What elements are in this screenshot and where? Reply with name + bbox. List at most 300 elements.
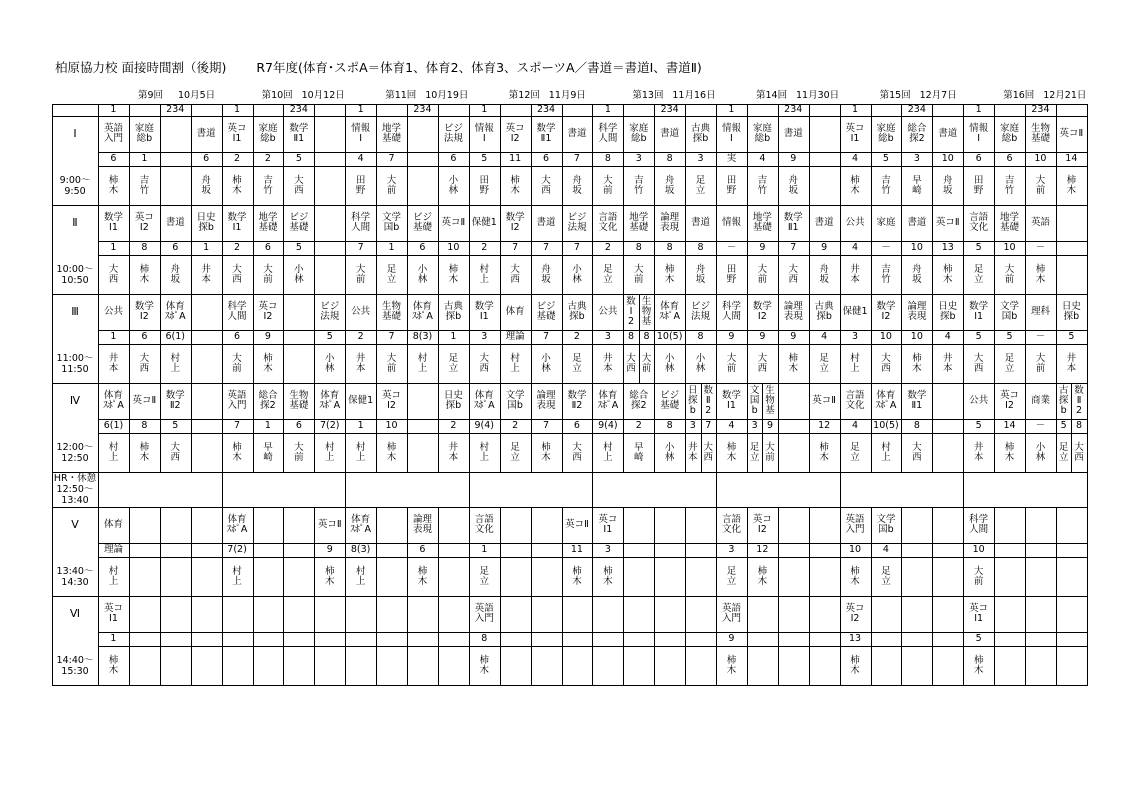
subject-cell bbox=[345, 596, 376, 632]
teacher-cell: 大 前 bbox=[757, 263, 768, 285]
teacher-cell: 大 前 bbox=[355, 263, 366, 285]
room-cell bbox=[191, 330, 222, 344]
teacher-cell: 柿 木 bbox=[757, 565, 768, 587]
room-cell: 3 bbox=[481, 331, 488, 342]
teacher-cell: 井 本 bbox=[942, 352, 953, 374]
subject-cell: 地学 基礎 bbox=[752, 212, 772, 233]
grid-line bbox=[160, 104, 161, 116]
subject-cell: 数 Ⅱ 2 bbox=[703, 385, 714, 416]
subject-cell: 総合 探2 bbox=[907, 123, 927, 144]
grid-line bbox=[623, 294, 624, 383]
grid-line bbox=[901, 294, 902, 383]
grid-line bbox=[345, 383, 346, 472]
teacher-cell bbox=[345, 646, 376, 685]
grid-line bbox=[283, 596, 284, 685]
grid-line bbox=[407, 294, 408, 383]
subject-cell bbox=[1025, 507, 1056, 543]
room-cell: 2 bbox=[573, 331, 580, 342]
grid-line bbox=[562, 507, 563, 596]
room-cell: 実 bbox=[726, 153, 737, 164]
grid-line bbox=[809, 507, 810, 596]
grid-line bbox=[639, 330, 640, 344]
teacher-cell: 大 前 bbox=[263, 263, 273, 285]
grid-line bbox=[129, 294, 130, 383]
subject-cell: 言語 文化 bbox=[845, 390, 865, 411]
period-label: Ⅱ bbox=[72, 216, 78, 229]
room-cell bbox=[314, 632, 345, 646]
teacher-cell: 小 林 bbox=[664, 441, 675, 463]
subject-cell: 数学 Ⅰ2 bbox=[876, 301, 896, 322]
teacher-cell: 柿 木 bbox=[448, 263, 459, 285]
grid-line bbox=[809, 205, 810, 294]
teacher-cell: 柿 木 bbox=[572, 565, 582, 587]
teacher-cell: 大 西 bbox=[541, 174, 551, 196]
room-cell: 9 bbox=[821, 242, 828, 253]
group-header-234: 234 bbox=[413, 104, 432, 115]
teacher-cell bbox=[932, 646, 963, 685]
grid-line bbox=[1056, 294, 1057, 383]
grid-line bbox=[809, 104, 810, 116]
room-cell: 7 bbox=[234, 420, 241, 431]
teacher-cell: 舟 坂 bbox=[819, 263, 829, 285]
room-cell: 8 bbox=[141, 420, 148, 431]
room-cell: 2 bbox=[512, 420, 519, 431]
room-cell: 2 bbox=[604, 242, 611, 253]
grid-line bbox=[840, 507, 841, 596]
school-title: 柏原協力校 面接時間割（後期) bbox=[55, 60, 227, 75]
grid-line bbox=[1056, 383, 1057, 472]
room-cell: 6 bbox=[975, 153, 982, 164]
grid-line bbox=[376, 116, 377, 205]
teacher-cell: 小 林 bbox=[448, 174, 459, 196]
grid-line bbox=[932, 507, 933, 596]
room-cell bbox=[283, 543, 314, 557]
room-cell bbox=[531, 543, 562, 557]
teacher-cell: 小 林 bbox=[1035, 441, 1046, 463]
teacher-cell: 舟 坂 bbox=[170, 263, 180, 285]
grid-line bbox=[500, 507, 501, 596]
teacher-cell bbox=[1025, 557, 1056, 596]
group-header-1: 1 bbox=[481, 104, 488, 115]
teacher-cell: 柿 木 bbox=[479, 654, 489, 676]
subject-cell: 地学 基礎 bbox=[629, 212, 649, 233]
grid-line bbox=[531, 596, 532, 685]
teacher-cell bbox=[592, 646, 623, 685]
subject-cell: 家庭 bbox=[876, 217, 896, 228]
room-cell bbox=[376, 632, 407, 646]
teacher-cell bbox=[932, 557, 963, 596]
teacher-cell: 井 本 bbox=[448, 441, 459, 463]
room-cell: 8 bbox=[1076, 420, 1083, 431]
subject-cell bbox=[778, 383, 809, 419]
teacher-cell bbox=[191, 557, 222, 596]
grid-line bbox=[871, 116, 872, 205]
subject-cell: 英コⅡ bbox=[935, 217, 960, 228]
teacher-cell bbox=[994, 646, 1025, 685]
grid-line bbox=[716, 205, 717, 294]
subject-cell bbox=[222, 596, 253, 632]
subject-cell: 家庭 総b bbox=[134, 123, 154, 144]
teacher-cell: 吉 竹 bbox=[881, 174, 891, 196]
grid-line bbox=[407, 507, 408, 596]
room-cell: 4 bbox=[852, 420, 859, 431]
subject-cell: 保健1 bbox=[842, 306, 868, 317]
grid-line bbox=[129, 205, 130, 294]
teacher-cell bbox=[1056, 255, 1087, 294]
teacher-cell bbox=[407, 646, 438, 685]
teacher-cell: 田 野 bbox=[726, 174, 737, 196]
grid-line bbox=[1087, 383, 1088, 472]
grid-line bbox=[701, 383, 702, 419]
room-cell: 理論 bbox=[505, 331, 525, 342]
room-cell: 6 bbox=[450, 153, 457, 164]
grid-line bbox=[623, 507, 624, 596]
grid-line bbox=[592, 383, 593, 472]
grid-line bbox=[623, 116, 624, 205]
subject-cell: ビジ 基礎 bbox=[660, 390, 680, 411]
grid-line bbox=[345, 507, 346, 596]
grid-line bbox=[747, 116, 748, 205]
teacher-cell: 村 上 bbox=[417, 352, 428, 374]
teacher-cell: 村 上 bbox=[479, 263, 489, 285]
room-cell: 10 bbox=[910, 242, 923, 253]
room-cell: 3 bbox=[604, 544, 611, 555]
grid-line bbox=[160, 116, 161, 205]
subject-cell bbox=[438, 507, 469, 543]
grid-line bbox=[222, 596, 223, 685]
grid-line bbox=[592, 507, 593, 596]
room-cell bbox=[654, 543, 685, 557]
room-cell: 10(5) bbox=[656, 331, 683, 342]
teacher-cell: 大 前 bbox=[641, 352, 652, 374]
teacher-cell bbox=[500, 557, 531, 596]
room-cell: 8(3) bbox=[350, 544, 371, 555]
subject-cell: 英コ Ⅰ2 bbox=[505, 123, 525, 144]
teacher-cell: 柿 木 bbox=[942, 263, 953, 285]
subject-cell: 言語 文化 bbox=[969, 212, 989, 233]
subject-cell bbox=[283, 596, 314, 632]
group-header-1: 1 bbox=[728, 104, 735, 115]
grid-line bbox=[376, 104, 377, 116]
room-cell bbox=[1025, 543, 1056, 557]
subject-cell: 体育 ｽﾎﾟA bbox=[103, 390, 124, 411]
subject-cell: 英コ Ⅰ1 bbox=[227, 123, 247, 144]
grid-line bbox=[500, 383, 501, 472]
teacher-cell bbox=[314, 166, 345, 205]
subject-cell: 英コⅡ bbox=[1059, 128, 1084, 139]
teacher-cell bbox=[191, 344, 222, 383]
subject-cell: 言語 文化 bbox=[721, 514, 741, 535]
teacher-cell: 吉 竹 bbox=[139, 174, 150, 196]
teacher-cell bbox=[160, 166, 191, 205]
room-cell: － bbox=[726, 242, 737, 253]
grid-line bbox=[407, 205, 408, 294]
subject-cell: 書道 bbox=[938, 128, 958, 139]
room-cell: 1 bbox=[388, 242, 395, 253]
grid-line bbox=[52, 472, 1088, 473]
subject-cell: 保健1 bbox=[471, 217, 497, 228]
grid-line bbox=[1087, 104, 1088, 116]
grid-line bbox=[639, 344, 640, 383]
subject-cell: 家庭 総b bbox=[629, 123, 649, 144]
grid-line bbox=[685, 116, 686, 205]
period-time: 11:00～ 11:50 bbox=[56, 352, 94, 375]
room-cell bbox=[283, 632, 314, 646]
grid-line bbox=[531, 205, 532, 294]
subject-cell: 言語 文化 bbox=[598, 212, 618, 233]
teacher-cell: 柿 木 bbox=[912, 352, 922, 374]
teacher-cell: 柿 木 bbox=[819, 441, 829, 463]
grid-line bbox=[98, 104, 99, 116]
teacher-cell: 大 西 bbox=[108, 263, 119, 285]
room-cell bbox=[376, 543, 407, 557]
room-cell: 7 bbox=[512, 242, 519, 253]
subject-cell bbox=[160, 596, 191, 632]
room-cell: 1 bbox=[110, 331, 117, 342]
grid-line bbox=[901, 116, 902, 205]
room-cell bbox=[407, 152, 438, 166]
teacher-cell bbox=[407, 166, 438, 205]
room-cell: － bbox=[1035, 331, 1046, 342]
teacher-cell bbox=[283, 646, 314, 685]
room-cell bbox=[932, 632, 963, 646]
room-cell: 1 bbox=[141, 153, 148, 164]
grid-line bbox=[283, 294, 284, 383]
teacher-cell: 足 立 bbox=[1058, 441, 1069, 463]
subject-cell: 家庭 総b bbox=[876, 123, 896, 144]
room-cell: 10 bbox=[447, 242, 460, 253]
grid-line bbox=[963, 507, 964, 596]
room-cell bbox=[778, 632, 809, 646]
room-cell: 9 bbox=[326, 544, 333, 555]
teacher-cell: 舟 坂 bbox=[942, 174, 953, 196]
grid-line bbox=[762, 419, 763, 433]
grid-line bbox=[562, 596, 563, 685]
grid-line bbox=[994, 104, 995, 116]
group-header-234: 234 bbox=[166, 104, 185, 115]
subject-cell bbox=[901, 507, 932, 543]
subject-cell bbox=[253, 507, 284, 543]
room-cell: 6 bbox=[295, 420, 302, 431]
teacher-cell: 舟 坂 bbox=[541, 263, 551, 285]
grid-line bbox=[253, 507, 254, 596]
subject-cell: 数学 Ⅱ1 bbox=[289, 123, 309, 144]
room-cell: 10 bbox=[1003, 242, 1016, 253]
room-cell: 6 bbox=[141, 331, 148, 342]
teacher-cell: 柿 木 bbox=[850, 174, 860, 196]
subject-cell: ビジ 基礎 bbox=[289, 212, 309, 233]
room-cell: 10 bbox=[1034, 153, 1047, 164]
room-cell bbox=[129, 543, 160, 557]
period-label: Ⅴ bbox=[71, 518, 79, 531]
subject-cell bbox=[500, 507, 531, 543]
teacher-cell bbox=[531, 646, 562, 685]
grid-line bbox=[469, 205, 470, 294]
room-cell bbox=[314, 241, 345, 255]
teacher-cell: 柿 木 bbox=[510, 174, 520, 196]
subject-cell: 体育 ｽﾎﾟA bbox=[659, 301, 680, 322]
teacher-cell bbox=[809, 646, 840, 685]
subject-cell: 英コ Ⅰ1 bbox=[969, 603, 989, 624]
subject-cell bbox=[809, 507, 840, 543]
grid-line bbox=[994, 294, 995, 383]
grid-line bbox=[747, 294, 748, 383]
room-cell: 6 bbox=[203, 153, 210, 164]
grid-line bbox=[314, 116, 315, 205]
subject-cell bbox=[531, 596, 562, 632]
subject-cell: 情報 Ⅰ bbox=[969, 123, 989, 144]
grid-line bbox=[283, 116, 284, 205]
grid-line bbox=[98, 472, 99, 507]
teacher-cell: 井 本 bbox=[355, 352, 366, 374]
subject-cell: 理科 bbox=[1030, 306, 1050, 317]
subject-cell: 公共 bbox=[598, 306, 618, 317]
grid-line bbox=[160, 507, 161, 596]
subject-cell: 総合 探2 bbox=[629, 390, 649, 411]
subject-cell: 体育 ｽﾎﾟA bbox=[412, 301, 433, 322]
subject-cell: ビジ 基礎 bbox=[412, 212, 432, 233]
teacher-cell: 足 立 bbox=[726, 565, 737, 587]
teacher-cell: 井 本 bbox=[850, 263, 860, 285]
grid-line bbox=[253, 205, 254, 294]
room-cell: 5 bbox=[975, 331, 982, 342]
teacher-cell: 早 崎 bbox=[263, 441, 273, 463]
room-cell bbox=[809, 152, 840, 166]
subject-cell: 日史 探b bbox=[196, 212, 216, 233]
room-cell: 8 bbox=[697, 242, 704, 253]
subject-cell bbox=[747, 596, 778, 632]
teacher-cell: 吉 竹 bbox=[1004, 174, 1015, 196]
grid-line bbox=[840, 205, 841, 294]
session-label: 第15回 bbox=[879, 90, 911, 101]
subject-cell bbox=[531, 507, 562, 543]
grid-line bbox=[191, 383, 192, 472]
grid-line bbox=[500, 104, 501, 116]
teacher-cell bbox=[500, 646, 531, 685]
room-cell: 6 bbox=[234, 331, 241, 342]
room-cell: 4 bbox=[357, 153, 364, 164]
grid-line bbox=[1087, 205, 1088, 294]
room-cell: 5 bbox=[172, 420, 179, 431]
grid-line bbox=[639, 294, 640, 330]
group-header-1: 1 bbox=[357, 104, 364, 115]
subject-cell: 公共 bbox=[969, 395, 989, 406]
teacher-cell: 柿 木 bbox=[973, 654, 984, 676]
grid-line bbox=[52, 685, 1088, 686]
room-cell: 9 bbox=[790, 331, 797, 342]
grid-line bbox=[1025, 507, 1026, 596]
grid-line bbox=[623, 104, 624, 116]
room-cell bbox=[562, 632, 593, 646]
room-cell bbox=[191, 632, 222, 646]
teacher-cell: 柿 木 bbox=[1004, 441, 1015, 463]
room-cell: 5 bbox=[481, 153, 488, 164]
subject-cell bbox=[438, 596, 469, 632]
grid-line bbox=[562, 116, 563, 205]
subject-cell bbox=[407, 596, 438, 632]
teacher-cell bbox=[191, 646, 222, 685]
grid-line bbox=[469, 472, 470, 507]
grid-line bbox=[98, 205, 99, 294]
teacher-cell: 足 立 bbox=[572, 352, 582, 374]
teacher-cell: 柿 木 bbox=[324, 565, 335, 587]
teacher-cell bbox=[283, 344, 314, 383]
session-date: 11月9日 bbox=[548, 90, 586, 101]
grid-line bbox=[160, 205, 161, 294]
teacher-cell: 柿 木 bbox=[664, 263, 675, 285]
subject-cell bbox=[160, 507, 191, 543]
room-cell: 7 bbox=[573, 153, 580, 164]
grid-line bbox=[592, 104, 593, 116]
teacher-cell: 大 西 bbox=[881, 352, 891, 374]
teacher-cell: 村 上 bbox=[355, 565, 366, 587]
grid-line bbox=[778, 205, 779, 294]
teacher-cell bbox=[685, 646, 716, 685]
room-cell: 7 bbox=[543, 331, 550, 342]
subject-cell: 公共 bbox=[845, 217, 865, 228]
grid-line bbox=[129, 507, 130, 596]
grid-line bbox=[345, 596, 346, 685]
grid-line bbox=[871, 294, 872, 383]
room-cell bbox=[191, 543, 222, 557]
grid-line bbox=[654, 104, 655, 116]
grid-line bbox=[963, 472, 964, 507]
room-cell bbox=[994, 543, 1025, 557]
grid-line bbox=[283, 205, 284, 294]
room-cell: 7(2) bbox=[227, 544, 247, 555]
grid-line bbox=[191, 596, 192, 685]
subject-cell: 数学 Ⅱ1 bbox=[907, 390, 927, 411]
subject-cell: 日史 探b bbox=[938, 301, 958, 322]
room-cell bbox=[160, 632, 191, 646]
subject-cell bbox=[994, 596, 1025, 632]
room-cell bbox=[438, 543, 469, 557]
grid-line bbox=[963, 596, 964, 685]
page-title bbox=[55, 58, 702, 76]
grid-line bbox=[623, 383, 624, 472]
teacher-cell: 大 前 bbox=[1035, 352, 1046, 374]
grid-line bbox=[314, 104, 315, 116]
room-cell bbox=[809, 543, 840, 557]
subject-cell: 英コ Ⅰ1 bbox=[845, 123, 865, 144]
teacher-cell bbox=[160, 646, 191, 685]
subject-cell: 数学 Ⅱ2 bbox=[567, 390, 587, 411]
subject-cell bbox=[778, 596, 809, 632]
teacher-cell bbox=[1056, 557, 1087, 596]
room-cell: 3 bbox=[913, 153, 920, 164]
room-cell: 1 bbox=[357, 420, 364, 431]
grid-line bbox=[1056, 507, 1057, 596]
subject-cell: 英語 入門 bbox=[103, 123, 123, 144]
subject-cell bbox=[500, 596, 531, 632]
teacher-cell bbox=[191, 433, 222, 472]
grid-line bbox=[283, 104, 284, 116]
room-cell: 7 bbox=[543, 420, 550, 431]
teacher-cell: 足 立 bbox=[448, 352, 459, 374]
group-header-234: 234 bbox=[536, 104, 556, 115]
room-cell: － bbox=[881, 242, 891, 253]
grid-line bbox=[701, 433, 702, 472]
grid-line bbox=[345, 116, 346, 205]
subject-cell bbox=[562, 596, 593, 632]
subject-cell: 数学 Ⅱ1 bbox=[783, 212, 803, 233]
room-cell: 8 bbox=[697, 331, 704, 342]
room-cell bbox=[283, 330, 314, 344]
teacher-cell: 大 前 bbox=[603, 174, 613, 196]
subject-cell bbox=[932, 383, 963, 419]
room-cell: 8 bbox=[141, 242, 148, 253]
teacher-cell: 柿 木 bbox=[850, 565, 860, 587]
